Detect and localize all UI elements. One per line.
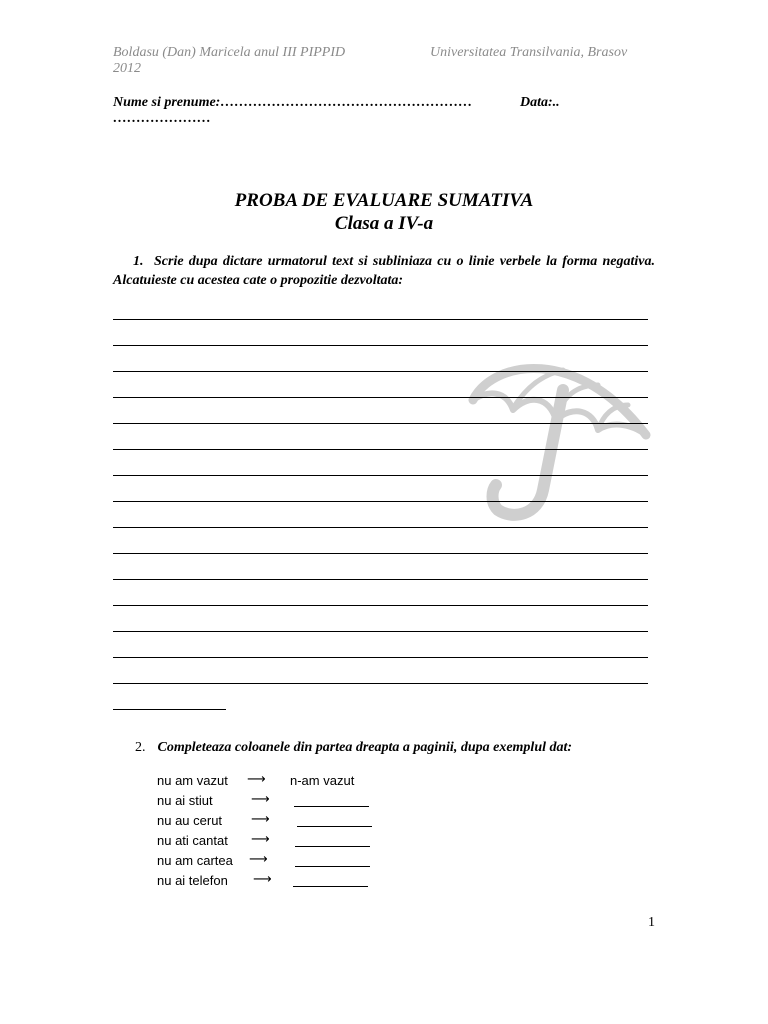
question-1-text: Scrie dupa dictare urmatorul text si subliniaza cu o linie verbele la forma negativa. Alcatuieste cu acestea cate o propozitie dezvoltata: <box>113 254 655 288</box>
date-field-label: Data:.. <box>520 95 560 110</box>
answer-blank[interactable] <box>295 866 370 867</box>
arrow-icon: ⟶ <box>253 872 272 887</box>
writing-line[interactable] <box>113 631 648 632</box>
arrow-icon: ⟶ <box>249 852 268 867</box>
question-2-number: 2. <box>135 740 146 755</box>
row-example-answer: n-am vazut <box>290 773 355 788</box>
writing-line[interactable] <box>113 319 648 320</box>
row-left: nu ati cantat <box>157 833 228 848</box>
header-author: Boldasu (Dan) Maricela anul III PIPPID <box>113 45 346 60</box>
row-left: nu am vazut <box>157 773 228 788</box>
page-subtitle: Clasa a IV-a <box>334 213 434 234</box>
writing-line[interactable] <box>113 501 648 502</box>
page-title: PROBA DE EVALUARE SUMATIVA <box>234 190 534 211</box>
question-1 <box>113 252 655 290</box>
umbrella-icon <box>468 350 653 530</box>
answer-blank[interactable] <box>294 806 369 807</box>
row-left: nu ai stiut <box>157 793 213 808</box>
writing-line[interactable] <box>113 475 648 476</box>
row-left: nu am cartea <box>157 853 233 868</box>
writing-line[interactable] <box>113 579 648 580</box>
question-2 <box>135 738 572 756</box>
writing-line[interactable] <box>113 397 648 398</box>
writing-line-short[interactable] <box>113 709 226 710</box>
header-year: 2012 <box>113 61 141 76</box>
answer-blank[interactable] <box>297 826 372 827</box>
arrow-icon: ⟶ <box>251 832 270 847</box>
writing-line[interactable] <box>113 371 648 372</box>
arrow-icon: ⟶ <box>251 812 270 827</box>
question-1-number: 1. <box>133 254 144 269</box>
date-field-dots: ………………… <box>113 111 211 126</box>
arrow-icon: ⟶ <box>247 772 266 787</box>
writing-line[interactable] <box>113 657 648 658</box>
writing-line[interactable] <box>113 683 648 684</box>
writing-line[interactable] <box>113 527 648 528</box>
writing-line[interactable] <box>113 345 648 346</box>
answer-blank[interactable] <box>293 886 368 887</box>
page-number: 1 <box>648 915 655 930</box>
writing-line[interactable] <box>113 605 648 606</box>
answer-blank[interactable] <box>295 846 370 847</box>
writing-line[interactable] <box>113 449 648 450</box>
row-left: nu au cerut <box>157 813 223 828</box>
row-left: nu ai telefon <box>157 873 228 888</box>
header-university: Universitatea Transilvania, Brasov <box>430 45 628 60</box>
writing-line[interactable] <box>113 553 648 554</box>
arrow-icon: ⟶ <box>251 792 270 807</box>
writing-line[interactable] <box>113 423 648 424</box>
name-field-label: Nume si prenume:……………………………………………… <box>113 95 473 110</box>
question-2-text: Completeaza coloanele din partea dreapta a paginii, dupa exemplul dat: <box>157 740 573 755</box>
